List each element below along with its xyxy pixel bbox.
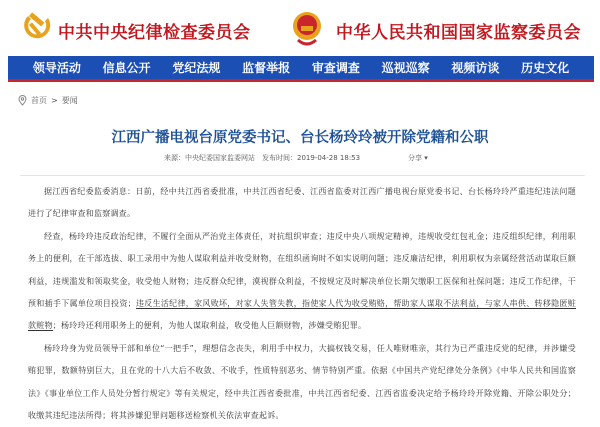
- national-emblem-icon: [292, 8, 322, 48]
- article-paragraph: 据江西省纪委监委消息：日前，经中共江西省委批准，中共江西省纪委、江西省监委对江西广播电视台原党委书记、台长杨玲玲严重违纪违法问题进行了纪律审查和监察调查。: [28, 187, 576, 219]
- nav-item[interactable]: 监督举报: [242, 61, 291, 75]
- site-header: [0, 8, 600, 53]
- nav-item[interactable]: 历史文化: [521, 61, 570, 75]
- text-segment: ；杨玲玲还利用职务上的便利，为他人谋取利益，收受他人巨额财物，涉嫌受贿犯罪。: [52, 321, 367, 331]
- nav-item[interactable]: 信息公开: [102, 61, 151, 75]
- article-source: 来源：中央纪委国家监委网站: [164, 154, 255, 162]
- nav-item[interactable]: 领导活动: [32, 61, 81, 75]
- nav-item[interactable]: 审查调查: [311, 61, 360, 75]
- nsc-title[interactable]: 中华人民共和国国家监察委员会: [336, 23, 581, 43]
- main-nav: [8, 56, 594, 82]
- article-paragraph: [28, 226, 576, 337]
- article-title: 江西广播电视台原党委书记、台长杨玲玲被开除党籍和公职: [111, 130, 489, 146]
- share-button[interactable]: 分享 ▾: [408, 154, 428, 162]
- nav-item[interactable]: 党纪法规: [172, 61, 221, 75]
- nav-item[interactable]: 视频访谈: [451, 61, 500, 75]
- breadcrumb-current[interactable]: 要闻: [61, 96, 78, 105]
- ccdi-title[interactable]: 中共中央纪律检查委员会: [58, 23, 251, 43]
- breadcrumb-separator: >: [51, 96, 58, 105]
- divider: [20, 175, 585, 176]
- text-segment: 经查，杨玲玲违反政治纪律，不履行全面从严治党主体责任，对抗组织审查；违反中央八项规定精神，违规收受红包礼金；违反组织纪律，利用职务上的便利，在干部选拔、职工录用中为他人谋取利益并收受财物，在组织函询时不如实说明问题；违反廉洁纪律，利用职权为亲属经营活动谋取巨额利益，违规滥发和领取奖金，收受他人财物；违反群众纪律，漠视群众利益，不按规定及时解决单位长期欠缴职工医保和社保问题；违反工作纪律，干预和插手下属单位项目投资；: [28, 232, 576, 308]
- breadcrumb-home[interactable]: 首页: [31, 96, 47, 105]
- breadcrumb: [18, 95, 78, 106]
- nav-item[interactable]: 巡视巡察: [381, 61, 430, 75]
- party-emblem-icon: [20, 10, 54, 44]
- underlined-text: 违反生活纪律，家风败坏，对家人失管失教，指使家人代为收受贿赂，帮助家人谋取不法利益，与家人串供、转移隐匿赃款赃物: [28, 298, 577, 331]
- location-pin-icon: [18, 95, 27, 106]
- article-paragraph: 杨玲玲身为党员领导干部和单位“一把手”，理想信念丧失，利用手中权力，大搞权钱交易，任人唯财唯亲，其行为已严重违反党的纪律，并涉嫌受贿犯罪，数额特别巨大，且在党的十八大后不收敛、不收手，性质特别恶劣、情节特别严重。依据《中国共产党纪律处分条例》《中华人民共和国监察法》《事业单位工作人员处分暂行规定》等有关规定，经中共江西省委批准，中共江西省纪委、江西省监委决定给予杨玲玲开除党籍、开除公职处分；收缴其违纪违法所得；将其涉嫌犯罪问题移送检察机关依法审查起诉。: [28, 344, 576, 420]
- article-time: 发布时间：2019-04-28 18:53: [262, 154, 361, 162]
